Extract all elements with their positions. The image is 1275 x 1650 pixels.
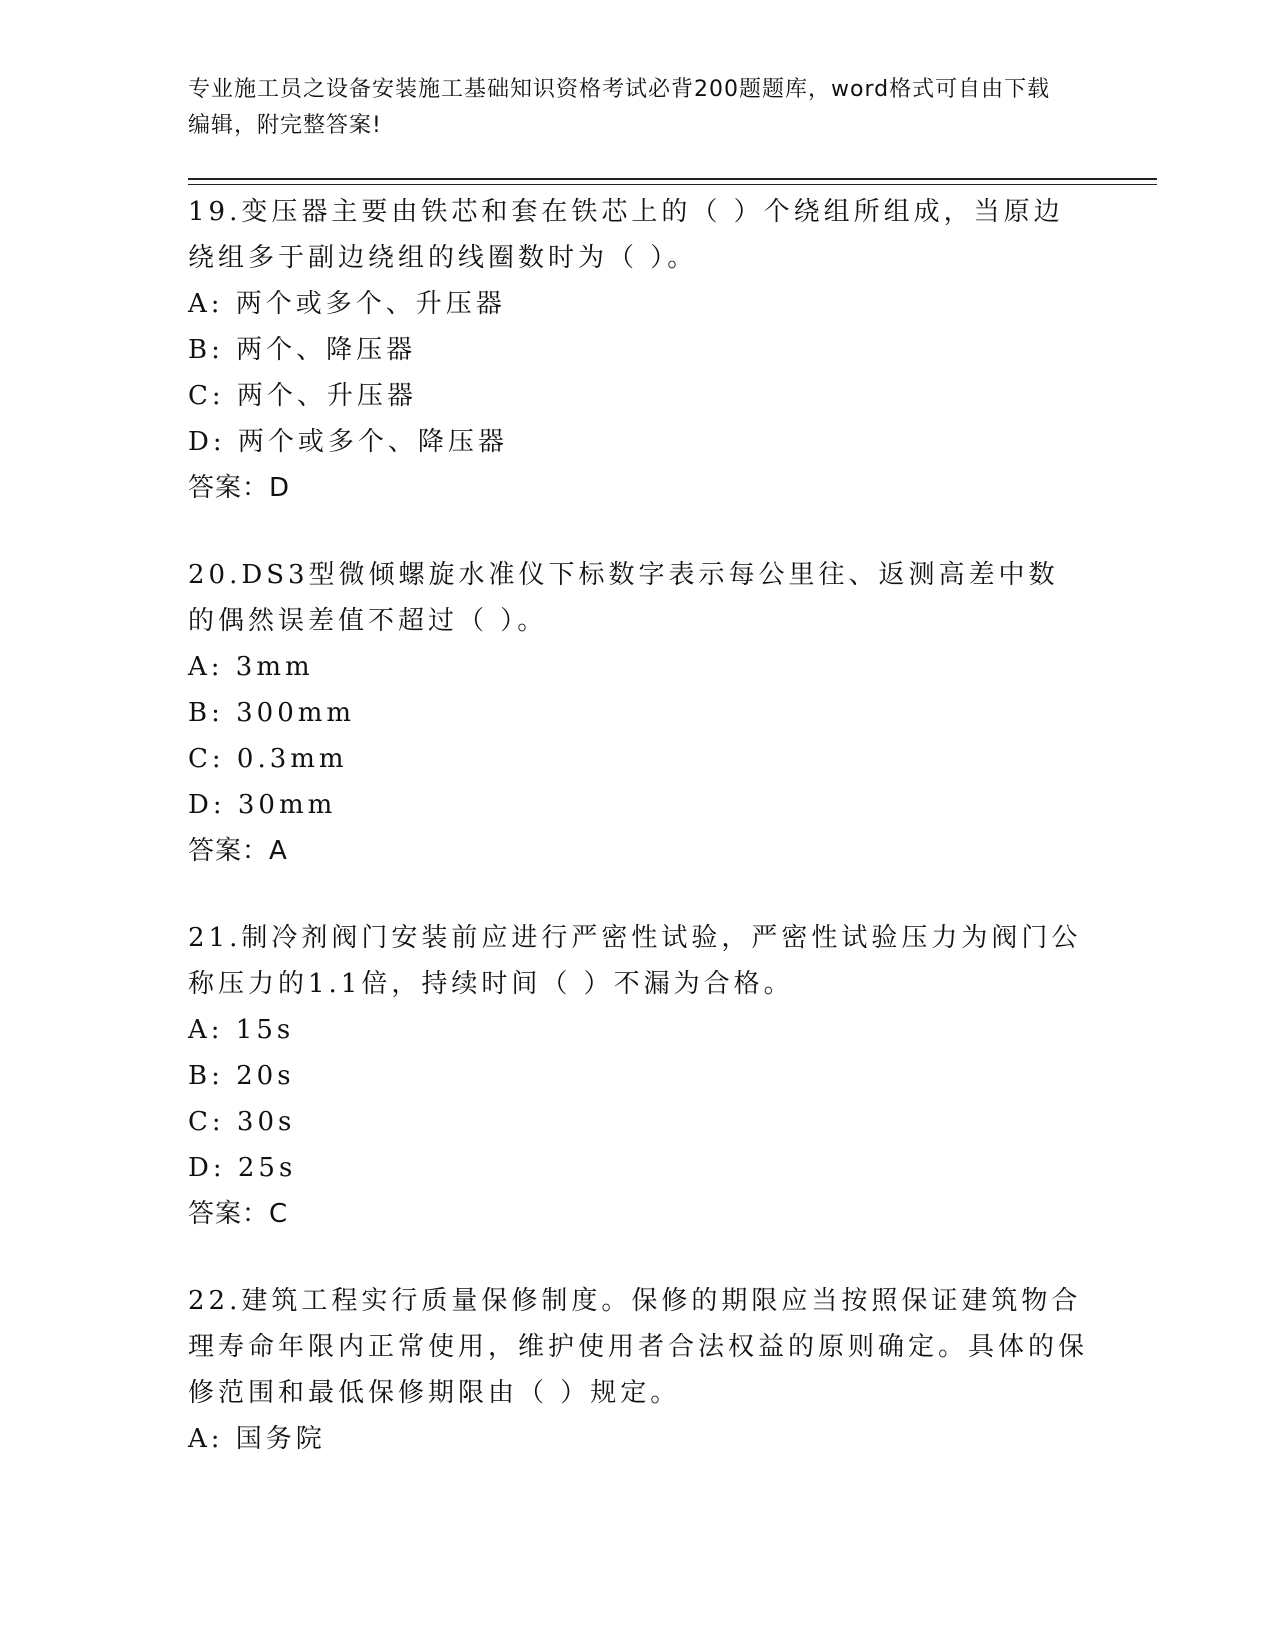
header-rule-thin	[188, 184, 1157, 185]
question-stem: 22.建筑工程实行质量保修制度。保修的期限应当按照保证建筑物合理寿命年限内正常使用，维护使用者合法权益的原则确定。具体的保修范围和最低保修期限由（ ）规定。	[188, 1286, 1089, 1408]
option-b: B: 两个、降压器	[188, 335, 417, 365]
question-19	[188, 189, 1088, 511]
option-b: B: 20s	[188, 1061, 295, 1091]
option-a: A: 两个或多个、升压器	[188, 289, 506, 319]
option-d: D: 两个或多个、降压器	[188, 427, 508, 457]
question-list	[188, 189, 1088, 1503]
question-20	[188, 552, 1088, 874]
option-b: B: 300mm	[188, 698, 356, 728]
answer: 答案：D	[188, 473, 291, 503]
question-stem: 19.变压器主要由铁芯和套在铁芯上的（ ）个绕组所组成，当原边绕组多于副边绕组的线圈数时为（ ）。	[188, 197, 1064, 273]
question-stem: 21.制冷剂阀门安装前应进行严密性试验，严密性试验压力为阀门公称压力的1.1倍，持续时间（ ）不漏为合格。	[188, 923, 1082, 999]
header-rule-thick	[188, 178, 1157, 180]
option-a: A: 国务院	[188, 1424, 326, 1454]
question-stem: 20.DS3型微倾螺旋水准仪下标数字表示每公里往、返测高差中数的偶然误差值不超过（ ）。	[188, 560, 1059, 636]
question-21	[188, 915, 1088, 1237]
answer: 答案：A	[188, 836, 288, 866]
option-d: D: 30mm	[188, 790, 337, 820]
option-a: A: 15s	[188, 1015, 295, 1045]
question-22	[188, 1278, 1088, 1462]
option-a: A: 3mm	[188, 652, 314, 682]
option-c: C: 30s	[188, 1107, 296, 1137]
option-c: C: 0.3mm	[188, 744, 348, 774]
option-d: D: 25s	[188, 1153, 297, 1183]
answer: 答案：C	[188, 1199, 289, 1229]
page-header: 专业施工员之设备安装施工基础知识资格考试必背200题题库，word格式可自由下载编辑，附完整答案!	[188, 77, 1051, 138]
option-c: C: 两个、升压器	[188, 381, 417, 411]
